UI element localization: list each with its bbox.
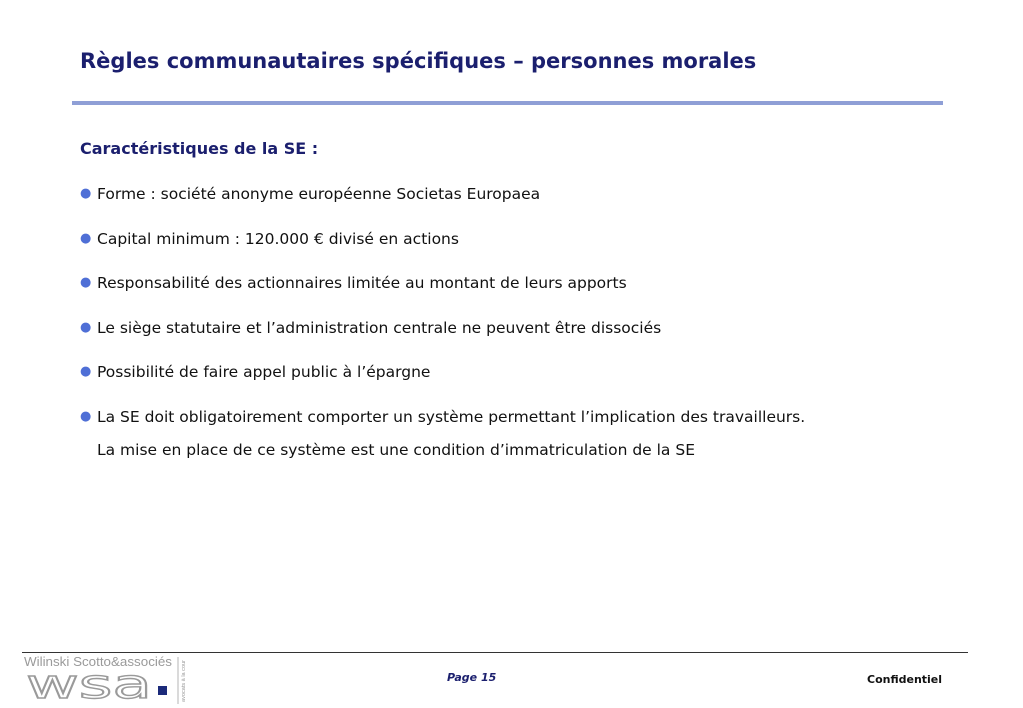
bullet-icon: ● <box>80 275 92 290</box>
list-item-text-multiline <box>97 405 980 462</box>
footer-divider <box>22 652 968 653</box>
list-item-text: Le siège statutaire et l’administration centrale ne peuvent être dissociés <box>97 318 662 337</box>
bullet-icon: ● <box>80 408 92 424</box>
company-logo <box>22 654 212 706</box>
page-number: Page 15 <box>447 671 497 684</box>
section-heading: Caractéristiques de la SE : <box>80 139 319 158</box>
list-item <box>80 271 980 295</box>
bullet-icon: ● <box>80 186 92 201</box>
list-item-text: Capital minimum : 120.000 € divisé en actions <box>97 229 459 248</box>
logo-square-icon <box>158 686 167 695</box>
list-item-text: Responsabilité des actionnaires limitée au montant de leurs apports <box>97 274 627 292</box>
list-item-text: Forme : société anonyme européenne Societas Europaea <box>97 185 541 203</box>
list-item-continuation: La mise en place de ce système est une condition d’immatriculation de la SE <box>97 440 695 459</box>
list-item <box>80 316 980 340</box>
bullet-icon: ● <box>80 230 92 246</box>
list-item <box>80 360 980 384</box>
list-item-text: La SE doit obligatoirement comporter un système permettant l’implication des travailleurs. <box>97 407 806 426</box>
bullet-icon: ● <box>80 319 92 335</box>
logo-vertical-text: avocats à la cour <box>181 664 187 702</box>
list-item <box>80 227 980 251</box>
list-item <box>80 182 980 206</box>
bullet-icon: ● <box>80 364 92 379</box>
slide-title: Règles communautaires spécifiques – personnes morales <box>80 49 757 73</box>
list-item-text: Possibilité de faire appel public à l’épargne <box>97 363 431 381</box>
list-item <box>80 405 980 462</box>
confidential-label: Confidentiel <box>867 673 943 686</box>
logo-monogram: wsa <box>26 662 152 706</box>
characteristics-list <box>80 182 980 482</box>
logo-company-name: Wilinski Scotto&associés <box>24 655 172 669</box>
title-underline <box>72 101 943 105</box>
